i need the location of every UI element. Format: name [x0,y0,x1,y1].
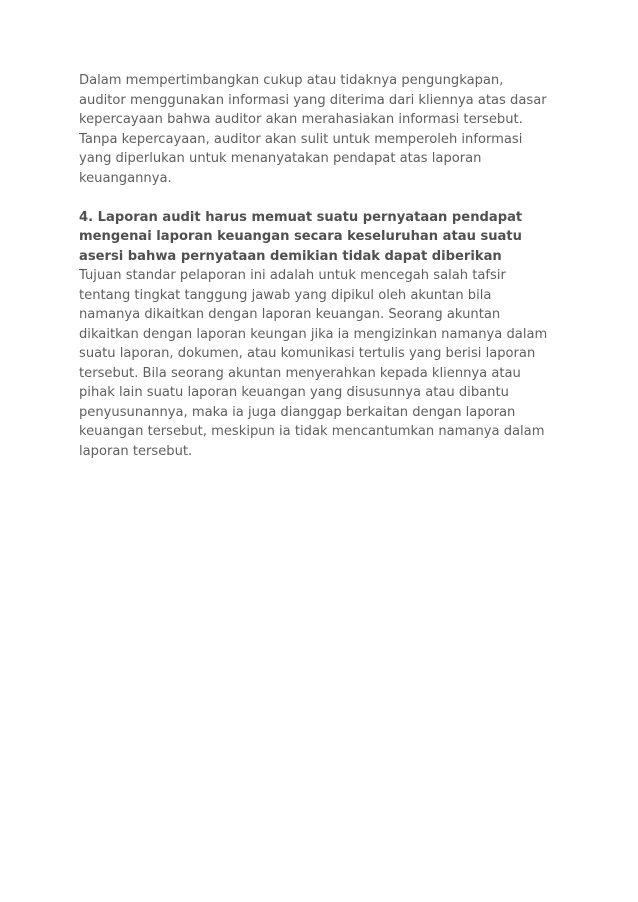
paragraph-reporting-standard-purpose [79,266,579,461]
text-line: auditor menggunakan informasi yang diterima dari kliennya atas dasar [79,92,547,108]
text-line: suatu laporan, dokumen, atau komunikasi tertulis yang berisi laporan [79,346,536,361]
heading-line: asersi bahwa pernyataan demikian tidak dapat diberikan [79,248,502,264]
text-line: yang diperlukan untuk menanyatakan pendapat atas laporan [79,151,482,166]
text-line: laporan tersebut. [79,443,193,459]
document-body [79,71,579,461]
text-line: dikaitkan dengan laporan keungan jika ia mengizinkan namanya dalam [79,326,548,342]
text-line: keuangan tersebut, meskipun ia tidak mencantumkan namanya dalam [79,424,545,439]
text-line: tentang tingkat tanggung jawab yang dipikul oleh akuntan bila [79,287,492,303]
text-line: namanya dikaitkan dengan laporan keuangan. Seorang akuntan [79,307,501,322]
text-line: keuangannya. [79,170,172,186]
paragraph-spacer [79,188,579,208]
text-line: Tujuan standar pelaporan ini adalah untuk mencegah salah tafsir [79,268,506,283]
text-line: tersebut. Bila seorang akuntan menyerahkan kepada kliennya atau [79,365,521,381]
heading-line: 4. Laporan audit harus memuat suatu pernyataan pendapat [79,209,523,225]
paragraph-disclosure-confidentiality [79,71,579,188]
heading-line: mengenai laporan keuangan secara keseluruhan atau suatu [79,229,522,244]
text-line: pihak lain suatu laporan keuangan yang disusunnya atau dibantu [79,385,509,400]
text-line: penyusunannya, maka ia juga dianggap berkaitan dengan laporan [79,404,516,420]
text-line: kepercayaan bahwa auditor akan merahasiakan informasi tersebut. [79,112,523,127]
text-line: Dalam mempertimbangkan cukup atau tidaknya pengungkapan, [79,73,504,88]
text-line: Tanpa kepercayaan, auditor akan sulit untuk memperoleh informasi [79,131,523,147]
section-heading-4 [79,208,579,267]
